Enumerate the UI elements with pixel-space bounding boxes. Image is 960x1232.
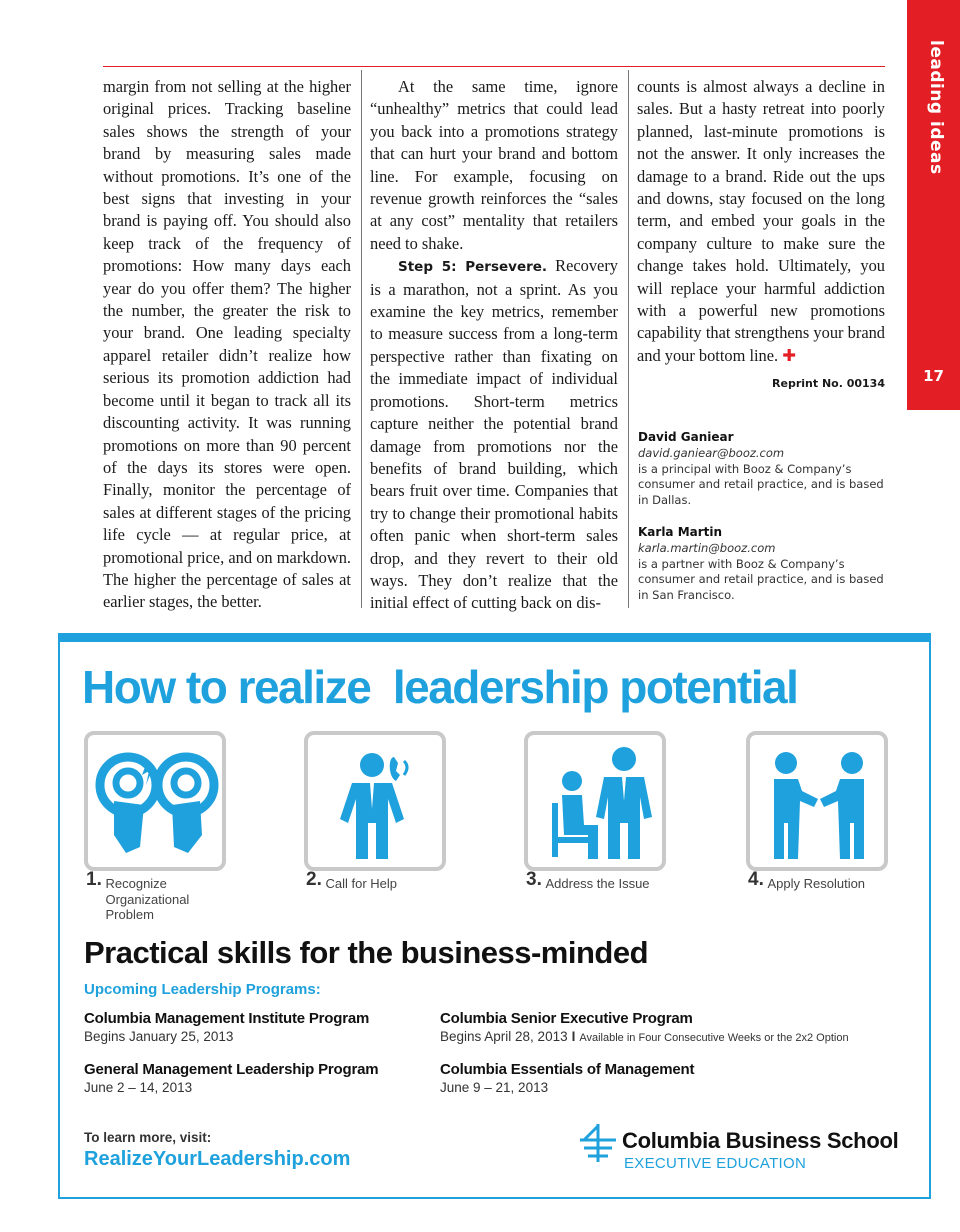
article-paragraph: margin from not selling at the higher original prices. Tracking baseline sales shows the strength of your brand by measuring sales made without promotions. It’s one of the best signs that investing in your brand is paying off. You should also keep track of the frequency of promotions: How many days each year do you offer them? The higher the number, the greater the risk to your brand. One leading specialty apparel retailer didn’t realize how serious its promotion addiction had become until it began to track all its discounting activity. It was running promotions on more than 90 percent of the days its stores were open. Finally, monitor the percentage of sales at different stages of the pricing life cycle — at regular price, at promotional price, and on markdown. The higher the percentage of sales at earlier stages, the better. — [103, 77, 351, 612]
author-description: is a partner with Booz & Company’s consumer and retail practice, and is based in San Francisco. — [638, 556, 884, 603]
author-name: Karla Martin — [638, 524, 723, 539]
program-date: June 9 – 21, 2013 — [440, 1080, 549, 1095]
article-paragraph: At the same time, ignore “unhealthy” metrics that could lead you back into a promotions strategy that can hurt your brand and bottom line. For example, focusing on revenue growth reinforces the “sales at any cost” mentality that retailers need to shake. — [370, 77, 618, 253]
learn-more-label: To learn more, visit: — [84, 1130, 212, 1145]
program-item — [440, 1061, 694, 1095]
program-name: General Management Leadership Program — [84, 1061, 379, 1078]
column-divider — [628, 70, 629, 608]
article-column-3 — [637, 76, 885, 396]
website-link[interactable]: RealizeYourLeadership.com — [84, 1148, 351, 1170]
end-mark-icon: ✚ — [782, 345, 796, 365]
upcoming-programs-heading: Upcoming Leadership Programs: — [84, 981, 321, 998]
program-date: June 2 – 14, 2013 — [84, 1080, 193, 1095]
program-item — [84, 1010, 369, 1044]
page-number: 17 — [923, 367, 944, 385]
article-column-1 — [103, 76, 351, 614]
top-rule — [103, 66, 885, 67]
article-column-2 — [370, 76, 618, 615]
step-heading: Step 5: Persevere. — [398, 259, 548, 276]
article-closing-text: counts is almost always a decline in sales. But a hasty retreat into poorly planned, last-minute promotions is not the answer. It only increases the damage to a brand. Ride out the ups and downs, stay focused on the long term, and embed your goals in the company culture to make sure the change takes hold. Ultimately, you will replace your harmful addiction with a powerful new promotions capability that strengthens your brand and your bottom line. — [637, 77, 885, 365]
rams-butting-icon — [84, 731, 226, 871]
program-name: Columbia Essentials of Management — [440, 1061, 695, 1078]
step-2-label: 2. Call for Help — [306, 869, 398, 891]
program-date: Begins April 28, 2013 I Available in Four Consecutive Weeks or the 2x2 Option — [440, 1029, 849, 1044]
step-body: Recovery is a marathon, not a sprint. As you examine the key metrics, remember to measure success from a long-term perspective rather than fixating on the immediate impact of individual promotions. Short-term metrics capture neither the potential brand damage from promotions nor the benefits of brand building, which bears fruit over time. Companies that try to change their promotional habits often panic when short-term sales drop, and they revert to their old ways. They don’t realize that the initial effect of cutting back on dis- — [370, 256, 618, 613]
reprint-number: Reprint No. 00134 — [772, 377, 885, 391]
section-tab-label: leading ideas — [926, 40, 946, 175]
logo-wordmark: Columbia Business School — [622, 1128, 899, 1153]
author-bio — [638, 525, 888, 604]
program-name: Columbia Senior Executive Program — [440, 1010, 693, 1027]
article-paragraph — [637, 76, 885, 367]
author-description: is a principal with Booz & Company’s consumer and retail practice, and is based in Dallas. — [638, 461, 884, 508]
step-3-label: 3. Address the Issue — [526, 869, 650, 891]
article-paragraph — [370, 255, 618, 615]
author-bios — [638, 430, 888, 620]
author-email[interactable]: david.ganiear@booz.com — [638, 445, 785, 460]
handshake-icon — [746, 731, 888, 871]
author-name: David Ganiear — [638, 430, 734, 444]
columbia-crown-logo-icon — [578, 1122, 618, 1164]
step-4-label: 4. Apply Resolution — [748, 869, 866, 891]
logo-subtitle: EXECUTIVE EDUCATION — [624, 1155, 807, 1172]
program-note: Available in Four Consecutive Weeks or the 2x2 Option — [579, 1032, 849, 1044]
program-item — [440, 1010, 849, 1044]
phone-call-icon — [304, 731, 446, 871]
program-date: Begins January 25, 2013 — [84, 1029, 234, 1044]
program-name: Columbia Management Institute Program — [84, 1010, 370, 1027]
ad-title: How to realize leadership potential — [82, 661, 798, 713]
column-divider — [361, 70, 362, 608]
author-bio — [638, 430, 888, 509]
step-1-label: 1. Recognize Organizational Problem — [86, 869, 190, 922]
program-item — [84, 1061, 378, 1095]
separator: I — [571, 1029, 576, 1044]
author-email[interactable]: karla.martin@booz.com — [638, 540, 776, 555]
ad-subtitle: Practical skills for the business-minded — [84, 935, 649, 970]
meeting-icon — [524, 731, 666, 871]
